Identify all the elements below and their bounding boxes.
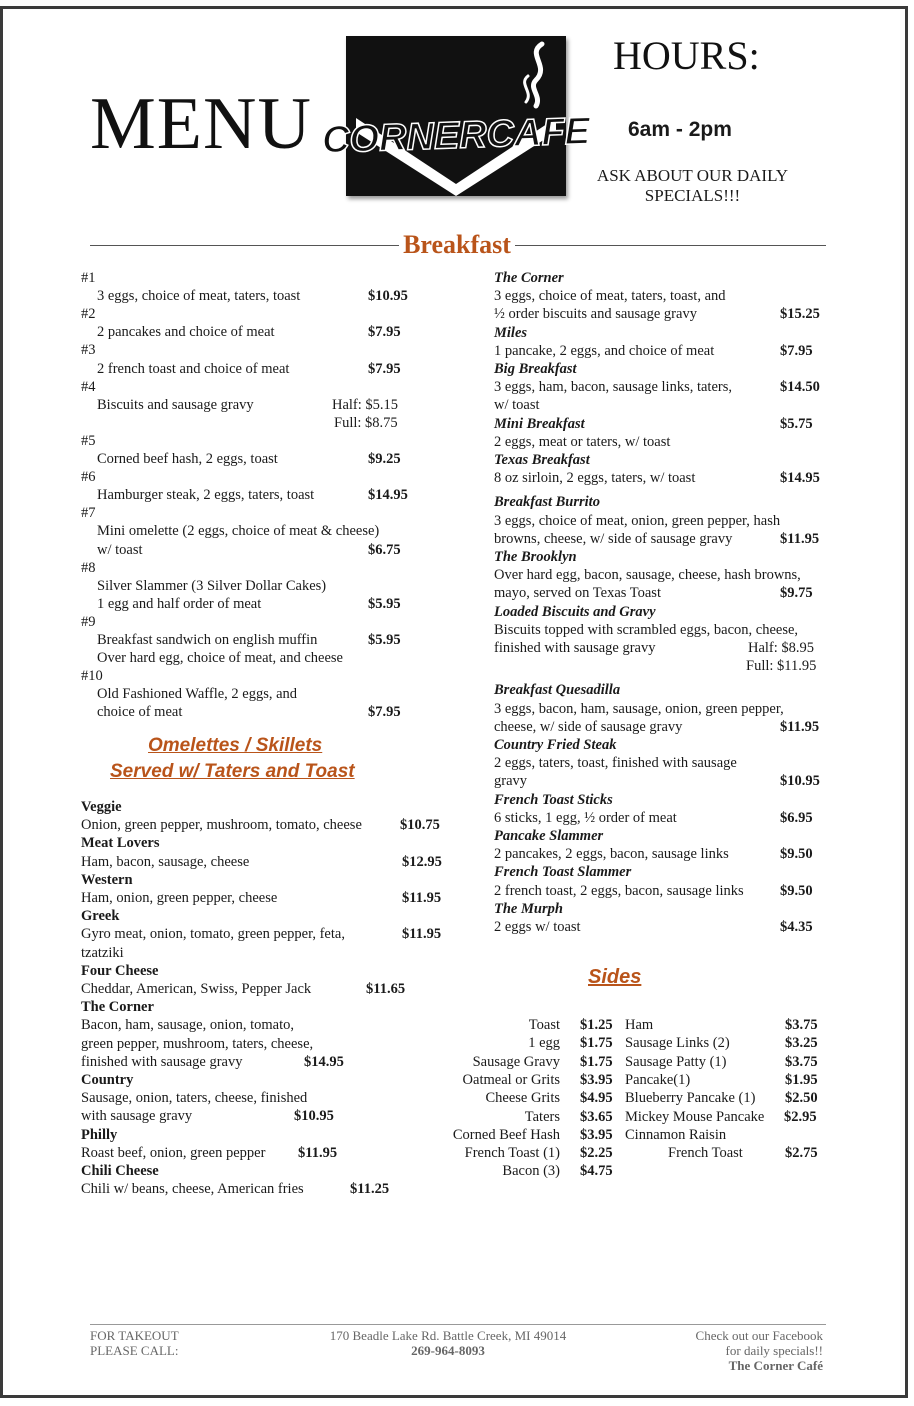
breakfast-item-description: Mini omelette (2 eggs, choice of meat & cheese) <box>97 523 380 540</box>
breakfast-item-description: Breakfast sandwich on english muffin <box>97 632 318 648</box>
breakfast-item-description: 1 egg and half order of meat <box>97 595 262 612</box>
takeout-line-2: PLEASE CALL: <box>90 1343 179 1358</box>
breakfast-item-price: $7.95 <box>368 324 401 341</box>
breakfast-item-description: gravy <box>494 773 528 790</box>
breakfast-item-number: #4 <box>81 378 96 395</box>
side-price: $2.95 <box>784 1108 817 1125</box>
breakfast-item-price: $14.50 <box>780 379 820 396</box>
omelette-price: $12.95 <box>402 853 442 870</box>
breakfast-item-description: 2 eggs, taters, toast, finished with sausage <box>494 755 737 772</box>
breakfast-item-price: $6.75 <box>368 541 401 558</box>
breakfast-item-name: Pancake Slammer <box>494 828 604 844</box>
breakfast-item-price: $11.95 <box>780 530 820 547</box>
facebook-line-1: Check out our Facebook <box>695 1328 823 1343</box>
side-name: 1 egg <box>528 1035 560 1052</box>
side-price: $3.95 <box>580 1126 613 1143</box>
omelette-description: Onion, green pepper, mushroom, tomato, cheese <box>81 817 362 834</box>
omelette-description: green pepper, mushroom, taters, cheese, <box>81 1035 314 1052</box>
breakfast-item-name: Big Breakfast <box>494 361 577 377</box>
omelette-price: $10.75 <box>400 817 440 834</box>
breakfast-item-name: Texas Breakfast <box>494 452 590 468</box>
breakfast-item-description: Old Fashioned Waffle, 2 eggs, and <box>97 686 298 703</box>
breakfast-item-number: #8 <box>81 559 96 576</box>
breakfast-item-name: Mini Breakfast <box>494 415 585 432</box>
breakfast-item-description: Corned beef hash, 2 eggs, toast <box>97 451 278 467</box>
breakfast-item-number: #3 <box>81 342 96 359</box>
side-price: $1.75 <box>580 1035 613 1052</box>
side-name: Mickey Mouse Pancake <box>625 1108 765 1125</box>
corner-cafe-logo <box>321 36 591 196</box>
omelette-name: Veggie <box>81 799 122 815</box>
breakfast-item-description: Over hard egg, bacon, sausage, cheese, hash browns, <box>494 567 801 584</box>
omelette-name: Four Cheese <box>81 962 159 979</box>
omelette-description: Bacon, ham, sausage, onion, tomato, <box>81 1017 295 1034</box>
breakfast-item-price: $4.35 <box>780 919 813 935</box>
breakfast-item-number: #1 <box>81 270 96 286</box>
breakfast-item-name: Loaded Biscuits and Gravy <box>494 603 656 620</box>
sides-title: Sides <box>588 966 642 988</box>
specials-line-2: SPECIALS!!! <box>644 186 741 205</box>
breakfast-item-name: The Brooklyn <box>494 549 577 565</box>
omelette-price: $10.95 <box>294 1108 334 1125</box>
omelette-description: Cheddar, American, Swiss, Pepper Jack <box>81 981 312 997</box>
breakfast-item-description: Over hard egg, choice of meat, and cheese <box>97 650 343 667</box>
takeout-note <box>90 1328 179 1358</box>
breakfast-item-price: $11.95 <box>780 718 820 735</box>
breakfast-item-price: $5.95 <box>368 595 401 612</box>
footer-divider <box>90 1324 826 1325</box>
side-price: $1.75 <box>580 1053 613 1070</box>
coffee-steam-icon <box>321 36 591 196</box>
breakfast-item-price-full: Full: $11.95 <box>746 658 817 675</box>
side-name: Blueberry Pancake (1) <box>625 1090 756 1107</box>
breakfast-item-price: $7.95 <box>780 342 813 359</box>
breakfast-item-price: $15.25 <box>780 306 820 323</box>
omelette-price: $14.95 <box>304 1053 344 1070</box>
phone-number: 269-964-8093 <box>411 1343 485 1358</box>
breakfast-item-description: Biscuits topped with scrambled eggs, bacon, cheese, <box>494 621 799 638</box>
breakfast-item-description: Biscuits and sausage gravy <box>97 396 254 413</box>
breakfast-item-price: $9.50 <box>780 846 813 863</box>
omelette-name: Western <box>81 871 133 888</box>
side-price: $4.75 <box>580 1163 613 1180</box>
breakfast-item-price: $14.95 <box>368 487 408 504</box>
omelette-description: tzatziki <box>81 944 124 961</box>
breakfast-item-description: w/ toast <box>494 397 540 414</box>
breakfast-heading <box>0 230 914 260</box>
side-price: $3.25 <box>785 1035 818 1052</box>
side-name: Bacon (3) <box>502 1163 560 1180</box>
side-price: $2.50 <box>785 1090 818 1107</box>
breakfast-item-name: Country Fried Steak <box>494 737 617 753</box>
breakfast-item-description: 2 french toast, 2 eggs, bacon, sausage links <box>494 882 744 899</box>
side-name: Cheese Grits <box>485 1090 560 1107</box>
breakfast-item-description: ½ order biscuits and sausage gravy <box>494 306 697 323</box>
omelette-description: Ham, onion, green pepper, cheese <box>81 890 278 906</box>
breakfast-item-description: mayo, served on Texas Toast <box>494 585 661 602</box>
breakfast-item-price: $7.95 <box>368 704 401 721</box>
breakfast-item-name: Miles <box>494 324 528 341</box>
omelette-description: Gyro meat, onion, tomato, green pepper, feta, <box>81 926 345 943</box>
breakfast-item-description: w/ toast <box>97 541 143 558</box>
breakfast-item-number: #6 <box>81 469 96 486</box>
breakfast-item-price: Half: $5.15 <box>332 396 399 413</box>
omelette-name: Chili Cheese <box>81 1163 159 1179</box>
breakfast-item-price: $9.50 <box>780 882 813 899</box>
facebook-line-3: The Corner Café <box>728 1358 823 1373</box>
breakfast-item-description: 2 eggs w/ toast <box>494 919 581 935</box>
breakfast-item-number: #10 <box>81 668 103 685</box>
specials-line-1: ASK ABOUT OUR DAILY <box>596 166 789 185</box>
breakfast-item-description: 3 eggs, choice of meat, taters, toast <box>97 288 301 305</box>
side-name: Taters <box>524 1108 560 1125</box>
takeout-line-1: FOR TAKEOUT <box>90 1328 179 1343</box>
side-price: $3.65 <box>580 1108 613 1125</box>
facebook-note <box>620 1328 823 1373</box>
omelette-name: Country <box>81 1072 134 1088</box>
breakfast-item-price: $10.95 <box>780 773 820 790</box>
side-name: Sausage Gravy <box>472 1053 560 1070</box>
breakfast-item-description: Hamburger steak, 2 eggs, taters, toast <box>97 487 315 504</box>
side-price: $1.25 <box>580 1017 613 1033</box>
side-name: Corned Beef Hash <box>452 1126 560 1143</box>
breakfast-item-description: Silver Slammer (3 Silver Dollar Cakes) <box>97 577 327 594</box>
breakfast-item-name: French Toast Sticks <box>494 791 613 808</box>
breakfast-item-price: Half: $8.95 <box>748 640 815 656</box>
omelette-price: $11.65 <box>366 981 406 997</box>
side-name: Oatmeal or Grits <box>462 1071 560 1088</box>
breakfast-item-name: Breakfast Quesadilla <box>494 682 621 699</box>
facebook-line-2: for daily specials!! <box>725 1343 823 1358</box>
breakfast-item-description: 2 eggs, meat or taters, w/ toast <box>494 433 671 450</box>
side-name: Sausage Patty (1) <box>625 1053 727 1070</box>
breakfast-item-description: 2 pancakes, 2 eggs, bacon, sausage links <box>494 846 729 863</box>
breakfast-item-price: $5.75 <box>780 415 813 432</box>
hours-title: HOURS: <box>613 33 760 78</box>
side-price: $1.95 <box>785 1071 818 1088</box>
side-price: $3.95 <box>580 1071 613 1088</box>
breakfast-item-name: French Toast Slammer <box>494 864 632 881</box>
omelette-description: Chili w/ beans, cheese, American fries <box>81 1181 304 1198</box>
side-name: French Toast <box>668 1145 743 1162</box>
daily-specials-note <box>575 166 810 206</box>
breakfast-item-name: Breakfast Burrito <box>494 494 600 511</box>
omelettes-title: Omelettes / Skillets <box>148 735 323 756</box>
breakfast-item-price: $9.25 <box>368 451 401 467</box>
breakfast-item-name: The Corner <box>494 270 564 286</box>
breakfast-item-description: 6 sticks, 1 egg, ½ order of meat <box>494 809 677 826</box>
side-price: $4.95 <box>580 1090 613 1107</box>
side-name: Sausage Links (2) <box>625 1035 730 1052</box>
omelette-price: $11.95 <box>402 926 442 943</box>
omelette-price: $11.95 <box>402 890 442 906</box>
breakfast-item-description: 8 oz sirloin, 2 eggs, taters, w/ toast <box>494 470 696 487</box>
breakfast-item-price: $7.95 <box>368 360 401 377</box>
breakfast-item-description: choice of meat <box>97 704 183 721</box>
breakfast-item-description: 3 eggs, ham, bacon, sausage links, taters, <box>494 379 732 396</box>
omelette-name: The Corner <box>81 999 154 1016</box>
address: 170 Beadle Lake Rd. Battle Creek, MI 49014 <box>329 1328 567 1343</box>
breakfast-item-price: $10.95 <box>368 288 408 305</box>
breakfast-item-description: 2 french toast and choice of meat <box>97 360 290 377</box>
breakfast-item-price: $9.75 <box>780 585 813 602</box>
svg-text:CORNERCAFE: CORNERCAFE <box>321 110 591 162</box>
omelette-name: Meat Lovers <box>81 835 160 852</box>
hours-time: 6am - 2pm <box>628 118 732 141</box>
side-price: $2.25 <box>580 1145 613 1162</box>
breakfast-item-price: $5.95 <box>368 632 401 648</box>
side-price: $3.75 <box>785 1017 818 1033</box>
side-price: $3.75 <box>785 1053 818 1070</box>
omelette-price: $11.95 <box>298 1144 338 1161</box>
address-block <box>300 1328 596 1358</box>
breakfast-item-price: $14.95 <box>780 470 820 487</box>
breakfast-item-description: 3 eggs, bacon, ham, sausage, onion, green pepper, <box>494 700 784 717</box>
menu-title: MENU <box>90 83 312 165</box>
omelette-name: Philly <box>81 1126 118 1143</box>
side-name: Cinnamon Raisin <box>625 1126 727 1143</box>
side-price: $2.75 <box>785 1145 818 1162</box>
omelette-name: Greek <box>81 908 120 925</box>
breakfast-item-number: #9 <box>81 613 96 630</box>
breakfast-item-name: The Murph <box>494 900 563 917</box>
omelettes-subtitle: Served w/ Taters and Toast <box>110 761 355 782</box>
breakfast-item-price: $6.95 <box>780 809 813 826</box>
breakfast-item-description: finished with sausage gravy <box>494 640 656 656</box>
breakfast-item-number: #5 <box>81 432 96 449</box>
breakfast-item-number: #2 <box>81 306 96 323</box>
breakfast-item-description: 3 eggs, choice of meat, taters, toast, and <box>494 288 726 305</box>
breakfast-title: Breakfast <box>399 230 515 259</box>
breakfast-item-description: cheese, w/ side of sausage gravy <box>494 718 683 735</box>
omelette-description: Ham, bacon, sausage, cheese <box>81 853 250 870</box>
omelette-description: Roast beef, onion, green pepper <box>81 1144 266 1161</box>
side-name: Ham <box>625 1017 654 1033</box>
side-name: Pancake(1) <box>625 1071 691 1088</box>
omelette-description: finished with sausage gravy <box>81 1053 243 1070</box>
side-name: Toast <box>528 1017 560 1033</box>
breakfast-item-description: browns, cheese, w/ side of sausage gravy <box>494 530 733 547</box>
omelette-description: with sausage gravy <box>81 1108 193 1125</box>
breakfast-item-description: 3 eggs, choice of meat, onion, green pepper, hash <box>494 512 781 529</box>
breakfast-item-number: #7 <box>81 505 96 522</box>
omelette-description: Sausage, onion, taters, cheese, finished <box>81 1090 308 1107</box>
breakfast-item-price-full: Full: $8.75 <box>334 414 398 431</box>
omelette-price: $11.25 <box>350 1181 390 1198</box>
side-name: French Toast (1) <box>464 1145 560 1162</box>
breakfast-item-description: 1 pancake, 2 eggs, and choice of meat <box>494 342 715 359</box>
breakfast-item-description: 2 pancakes and choice of meat <box>97 324 275 341</box>
